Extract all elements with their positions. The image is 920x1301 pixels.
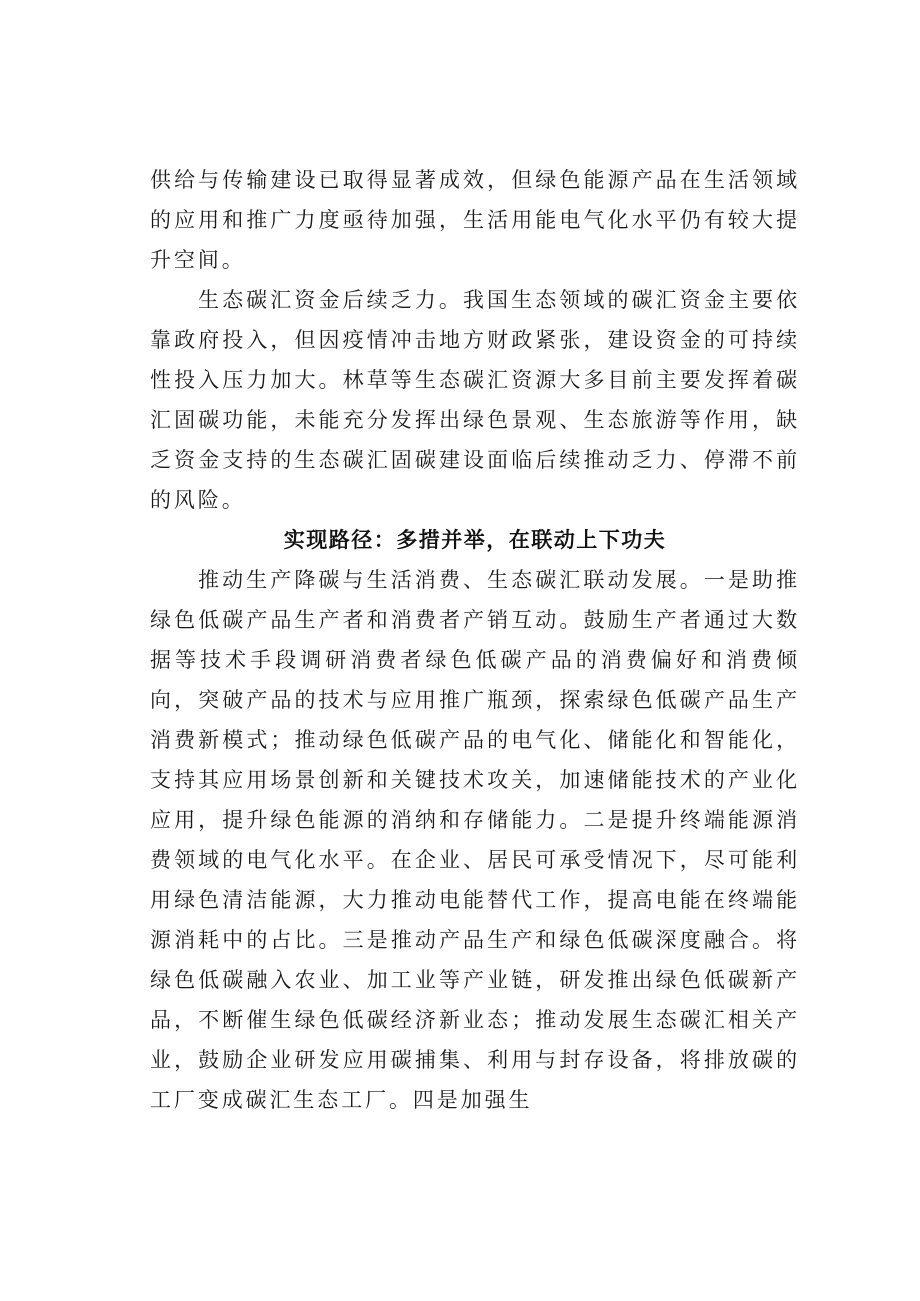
paragraph-eco-carbon-funding: 生态碳汇资金后续乏力。我国生态领域的碳汇资金主要依靠政府投入，但因疫情冲击地方财政紧张，建设资金的可持续性投入压力加大。林草等生态碳汇资源大多目前主要发挥着碳汇固碳功能，未能充分发挥出绿色景观、生态旅游等作用，缺乏资金支持的生态碳汇固碳建设面临后续推动乏力、停滞不前的风险。: [150, 288, 800, 512]
document-body: [150, 160, 800, 1120]
section-heading: 实现路径：多措并举，在联动上下功夫: [283, 528, 667, 552]
paragraph-continuation: 供给与传输建设已取得显著成效，但绿色能源产品在生活领域的应用和推广力度亟待加强，生活用能电气化水平仍有较大提升空间。: [150, 168, 800, 272]
paragraph-implementation-path: 推动生产降碳与生活消费、生态碳汇联动发展。一是助推绿色低碳产品生产者和消费者产销互动。鼓励生产者通过大数据等技术手段调研消费者绿色低碳产品的消费偏好和消费倾向，突破产品的技术与应用推广瓶颈，探索绿色低碳产品生产消费新模式；推动绿色低碳产品的电气化、储能化和智能化，支持其应用场景创新和关键技术攻关，加速储能技术的产业化应用，提升绿色能源的消纳和存储能力。二是提升终端能源消费领域的电气化水平。在企业、居民可承受情况下，尽可能利用绿色清洁能源，大力推动电能替代工作，提高电能在终端能源消耗中的占比。三是推动产品生产和绿色低碳深度融合。将绿色低碳融入农业、加工业等产业链，研发推出绿色低碳新产品，不断催生绿色低碳经济新业态；推动发展生态碳汇相关产业，鼓励企业研发应用碳捕集、利用与封存设备，将排放碳的工厂变成碳汇生态工厂。四是加强生: [150, 568, 800, 1112]
